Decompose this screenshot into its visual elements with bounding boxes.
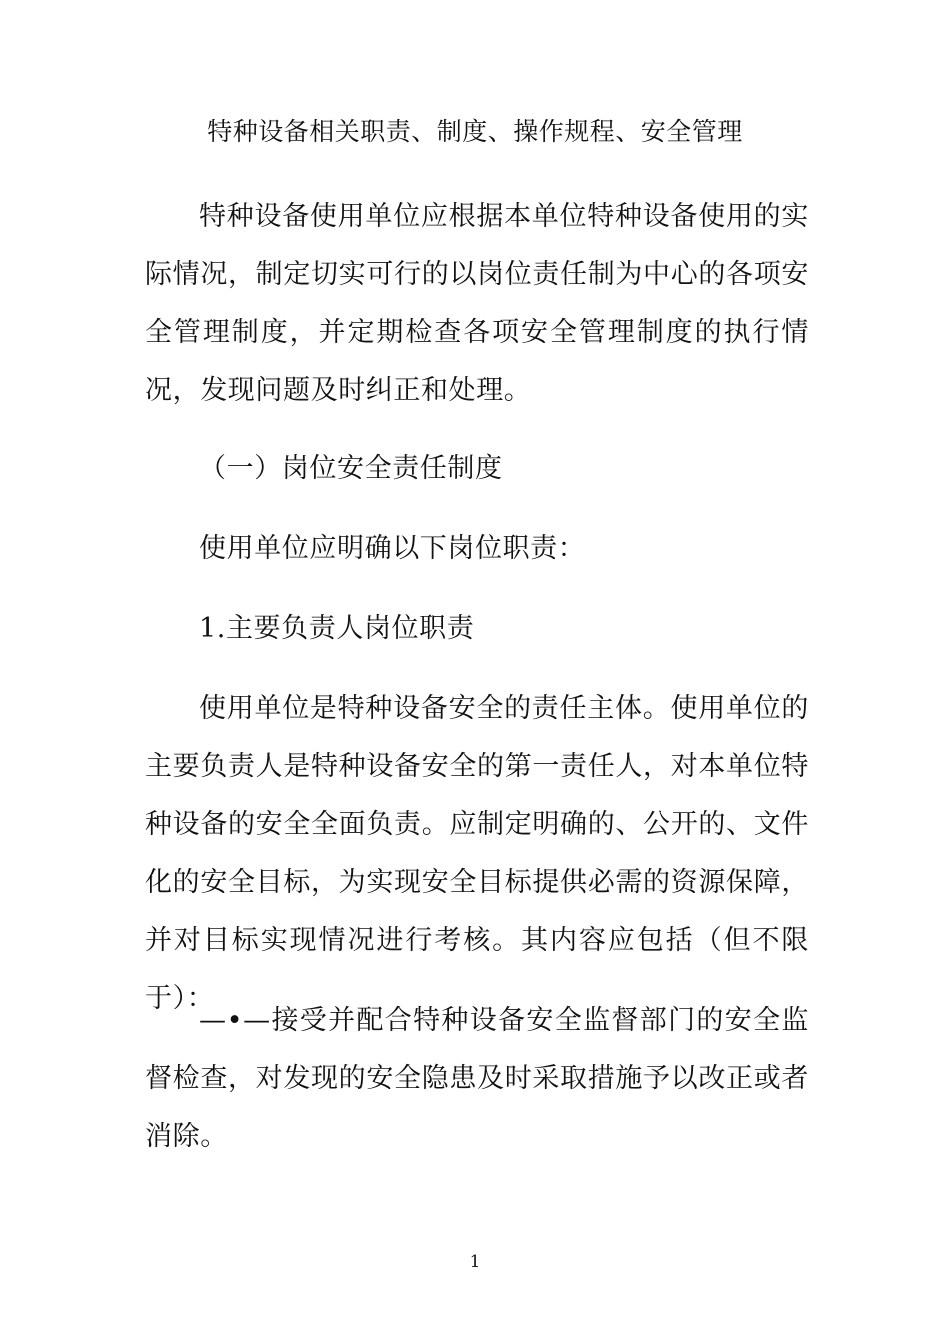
- document-title: 特种设备相关职责、制度、操作规程、安全管理: [207, 117, 743, 146]
- item-heading: 1.主要负责人岗位职责: [199, 613, 475, 644]
- page-number: 1: [469, 1252, 481, 1272]
- section-heading: （一）岗位安全责任制度: [199, 453, 503, 484]
- item-body-paragraph: 使用单位是特种设备安全的责任主体。使用单位的主要负责人是特种设备安全的第一责任人，对本单位特种设备的安全全面负责。应制定明确的、公开的、文件化的安全目标，为实现安全目标提供必需的资源保障，并对目标实现情况进行考核。其内容应包括（但不限于）：: [145, 693, 809, 1014]
- section-lead-text: 使用单位应明确以下岗位职责：: [199, 533, 586, 564]
- bullet-paragraph: —•—接受并配合特种设备安全监督部门的安全监督检查，对发现的安全隐患及时采取措施予以改正或者消除。: [145, 1005, 809, 1152]
- intro-paragraph: 特种设备使用单位应根据本单位特种设备使用的实际情况，制定切实可行的以岗位责任制为中心的各项安全管理制度，并定期检查各项安全管理制度的执行情况，发现问题及时纠正和处理。: [145, 201, 809, 406]
